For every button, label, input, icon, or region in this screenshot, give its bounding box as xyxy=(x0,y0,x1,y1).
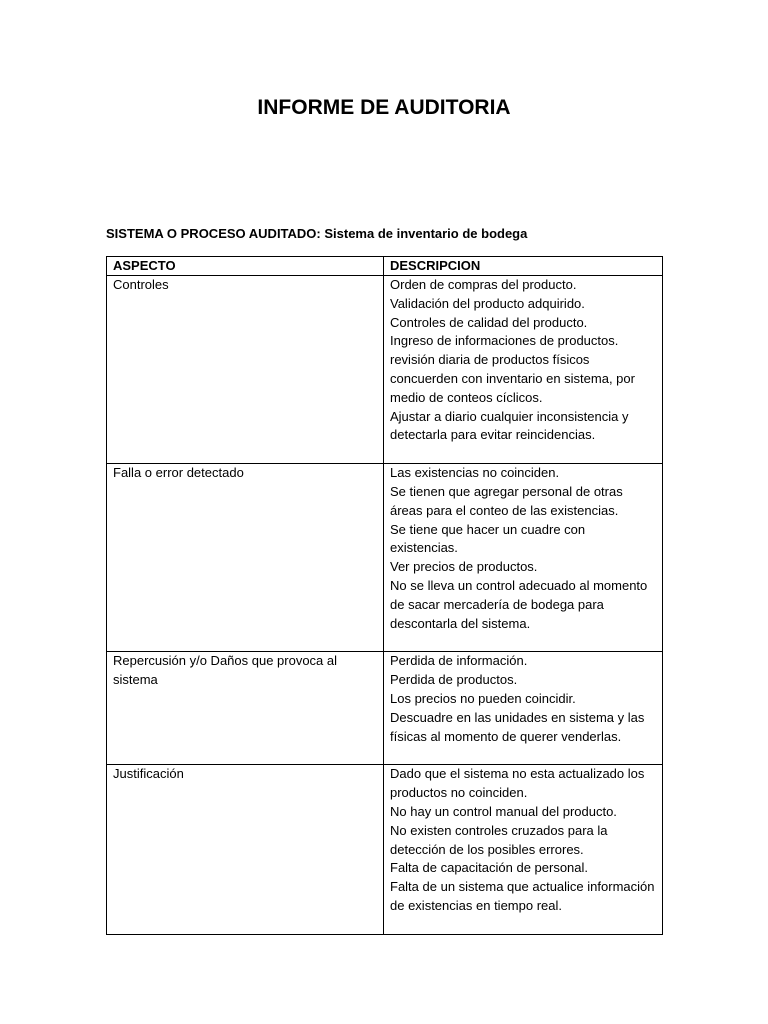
description-line: No hay un control manual del producto. xyxy=(390,803,617,819)
description-line: revisión diaria de productos físicos concuerden con inventario en sistema, por medio de conteos cíclicos. xyxy=(390,352,635,405)
description-line: Perdida de productos. xyxy=(390,672,518,688)
table-row xyxy=(107,464,663,652)
description-line: Dado que el sistema no esta actualizado los productos no coinciden. xyxy=(390,766,645,801)
description-line: Los precios no pueden coincidir. xyxy=(390,690,576,706)
description-line: No existen controles cruzados para la detección de los posibles errores. xyxy=(390,822,608,857)
description-line: Descuadre en las unidades en sistema y las físicas al momento de querer venderlas. xyxy=(390,709,645,744)
description-cell xyxy=(384,464,663,652)
table-header-row xyxy=(107,257,663,276)
description-line: Ingreso de informaciones de productos. xyxy=(390,333,619,349)
header-description: DESCRIPCION xyxy=(384,257,663,276)
description-line: Validación del producto adquirido. xyxy=(390,295,585,311)
table-row xyxy=(107,765,663,934)
page-title: INFORME DE AUDITORIA xyxy=(257,96,511,119)
description-cell xyxy=(384,765,663,934)
description-line: Falta de capacitación de personal. xyxy=(390,860,589,876)
description-line: Ver precios de productos. xyxy=(390,559,538,575)
description-cell xyxy=(384,276,663,464)
description-line: Las existencias no coinciden. xyxy=(390,465,560,481)
description-cell xyxy=(384,652,663,765)
description-line: Controles de calidad del producto. xyxy=(390,314,588,330)
audited-system-subtitle: SISTEMA O PROCESO AUDITADO: Sistema de inventario de bodega xyxy=(106,226,528,241)
description-line: No se lleva un control adecuado al momento de sacar mercadería de bodega para descontarla del sistema. xyxy=(390,577,648,631)
table-row xyxy=(107,276,663,464)
description-line: Orden de compras del producto. xyxy=(390,277,577,292)
description-line: Se tiene que hacer un cuadre con existencias. xyxy=(390,521,586,556)
aspect-cell: Repercusión y/o Daños que provoca al sistema xyxy=(107,652,384,765)
aspect-cell: Falla o error detectado xyxy=(107,464,384,652)
description-line: Se tienen que agregar personal de otras áreas para el conteo de las existencias. xyxy=(390,483,623,518)
description-line: Falta de un sistema que actualice información de existencias en tiempo real. xyxy=(390,879,655,913)
header-aspect: ASPECTO xyxy=(107,257,384,276)
description-line: Perdida de información. xyxy=(390,653,528,669)
audit-table xyxy=(106,256,663,935)
aspect-cell: Justificación xyxy=(107,765,384,934)
aspect-cell: Controles xyxy=(107,276,384,464)
description-line: Ajustar a diario cualquier inconsistencia y detectarla para evitar reincidencias. xyxy=(390,408,629,443)
table-row xyxy=(107,652,663,765)
